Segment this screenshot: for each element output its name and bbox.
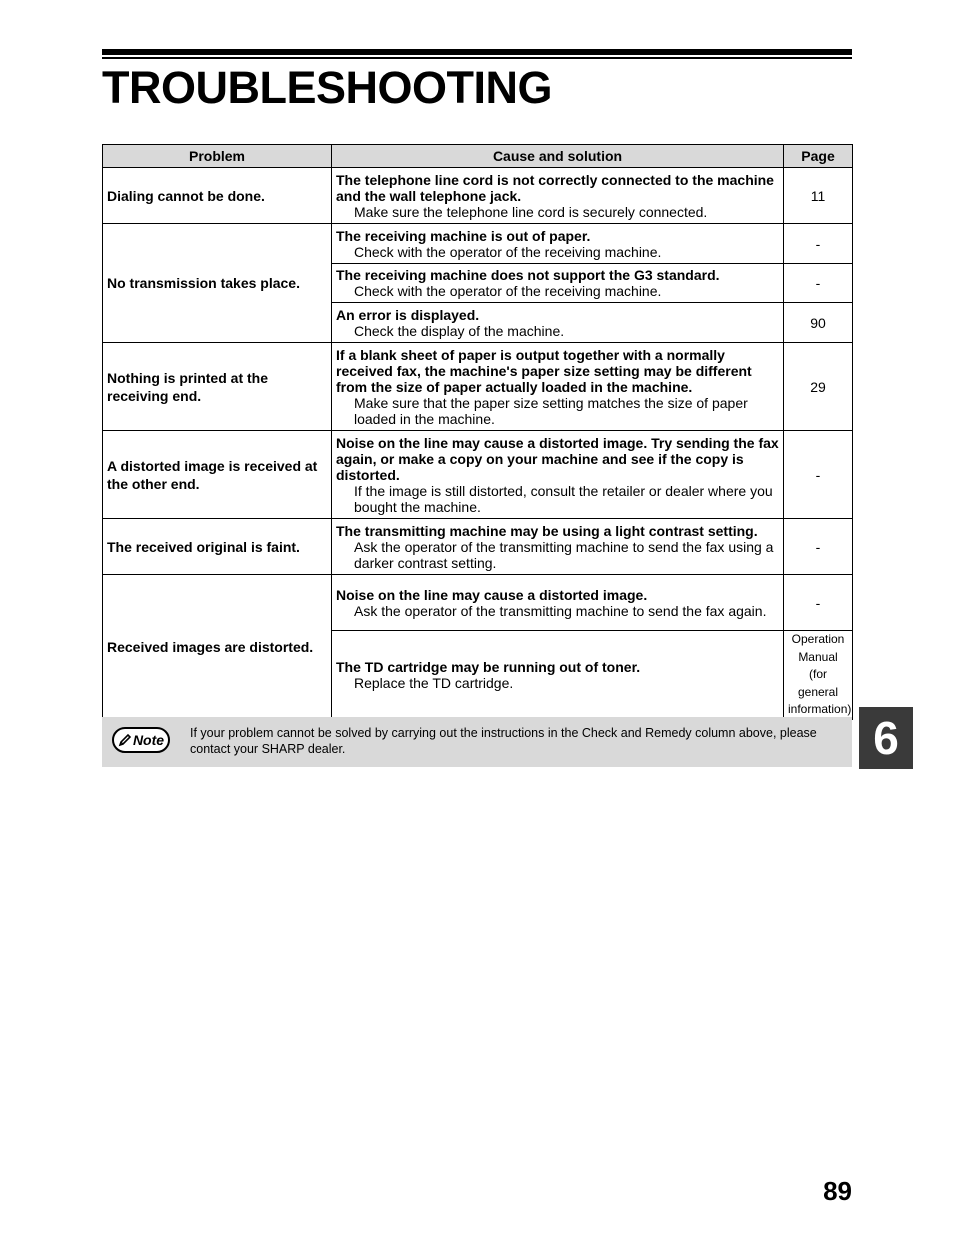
page-ref: - (784, 575, 853, 631)
solution-text: Check the display of the machine. (354, 322, 565, 339)
header-problem: Problem (103, 145, 332, 168)
problem-cell: Received images are distorted. (103, 575, 332, 720)
note-badge (112, 727, 170, 753)
page-ref: - (784, 224, 853, 264)
page-ref: Operation Manual (for general information) (784, 631, 853, 720)
solution-text: Ask the operator of the transmitting machine to send the fax again. (354, 602, 767, 619)
solution-text: Make sure the telephone line cord is securely connected. (354, 203, 708, 220)
note-box (102, 717, 852, 767)
pencil-icon (118, 733, 132, 747)
page-ref: 29 (784, 343, 853, 431)
cause-cell (332, 168, 784, 224)
table-row (103, 575, 853, 631)
table-row (103, 343, 853, 431)
problem-cell: Dialing cannot be done. (103, 168, 332, 224)
cause-cell (332, 575, 784, 631)
page-ref: 90 (784, 303, 853, 343)
title-rule-thin (102, 57, 852, 59)
cause-cell (332, 431, 784, 519)
cause-text: An error is displayed. (336, 306, 480, 323)
solution-text: Make sure that the paper size setting matches the size of paper loaded in the machine. (354, 394, 748, 427)
cause-text: The telephone line cord is not correctly connected to the machine and the wall telephone jack. (336, 171, 774, 204)
solution-text: Ask the operator of the transmitting machine to send the fax using a darker contrast setting. (354, 538, 774, 571)
solution-text: Replace the TD cartridge. (354, 674, 514, 691)
cause-text: Noise on the line may cause a distorted image. (336, 586, 648, 603)
header-cause: Cause and solution (332, 145, 784, 168)
table-row (103, 224, 853, 264)
page-ref: 11 (784, 168, 853, 224)
cause-text: Noise on the line may cause a distorted image. Try sending the fax again, or make a copy on your machine and see if the copy is distorted. (336, 434, 779, 483)
page-ref: - (784, 519, 853, 575)
cause-cell (332, 519, 784, 575)
problem-cell: No transmission takes place. (103, 224, 332, 343)
cause-cell (332, 303, 784, 343)
page-ref: - (784, 264, 853, 303)
title-rule-thick (102, 49, 852, 55)
cause-text: The transmitting machine may be using a light contrast setting. (336, 522, 758, 539)
header-page: Page (784, 145, 853, 168)
solution-text: If the image is still distorted, consult the retailer or dealer where you bought the machine. (354, 482, 773, 515)
cause-text: The TD cartridge may be running out of toner. (336, 658, 641, 675)
table-row (103, 431, 853, 519)
cause-text: The receiving machine does not support the G3 standard. (336, 267, 720, 283)
problem-cell: Nothing is printed at the receiving end. (103, 343, 332, 431)
page-ref: - (784, 431, 853, 519)
note-label: Note (132, 732, 165, 748)
note-text: If your problem cannot be solved by carrying out the instructions in the Check and Remedy column above, please contact your SHARP dealer. (190, 726, 817, 756)
cause-text: If a blank sheet of paper is output together with a normally received fax, the machine's paper size setting may be different from the size of paper actually loaded in the machine. (336, 346, 752, 395)
problem-cell: The received original is faint. (103, 519, 332, 575)
page-number: 89 (823, 1176, 852, 1206)
problem-cell: A distorted image is received at the other end. (103, 431, 332, 519)
solution-text: Check with the operator of the receiving machine. (354, 283, 662, 299)
table-row (103, 519, 853, 575)
chapter-tab: 6 (859, 707, 913, 769)
cause-cell (332, 264, 784, 303)
table-row (103, 168, 853, 224)
cause-cell (332, 631, 784, 720)
cause-cell (332, 224, 784, 264)
table-header-row (103, 145, 853, 168)
solution-text: Check with the operator of the receiving machine. (354, 243, 662, 260)
troubleshooting-table (102, 144, 853, 720)
cause-cell (332, 343, 784, 431)
cause-text: The receiving machine is out of paper. (336, 227, 591, 244)
page-title: TROUBLESHOOTING (102, 62, 552, 113)
